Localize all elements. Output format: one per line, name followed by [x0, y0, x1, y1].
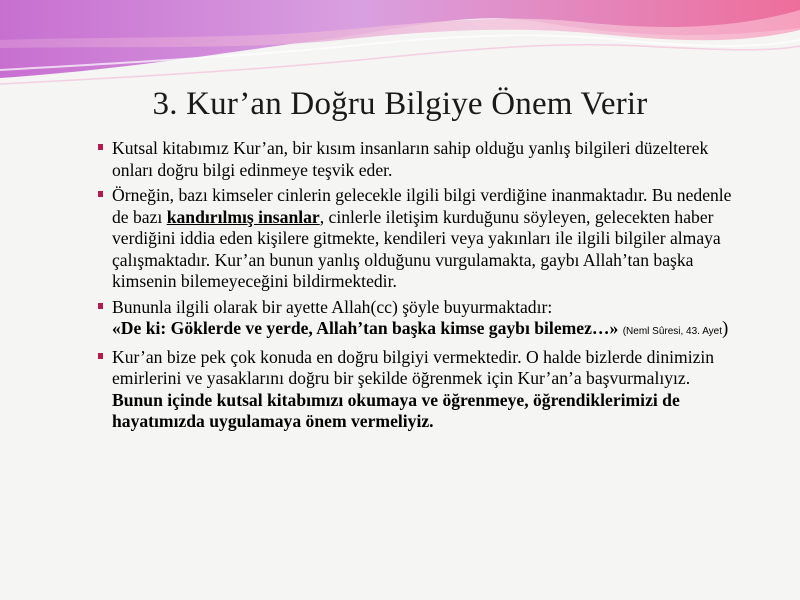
slide-title: 3. Kur’an Doğru Bilgiye Önem Verir	[152, 86, 648, 122]
bullet-item	[96, 297, 736, 343]
bullet-item	[96, 138, 736, 181]
paren-open: (	[622, 326, 627, 337]
bullet-text-start: Kur’an bize pek çok konuda en doğru bilgiyi vermektedir. O halde bizlerde dinimizin emirlerini ve yasaklarını doğru bir şekilde öğrenmek için Kur’an’a başvurmalıyız.	[112, 346, 715, 388]
bullet-text-start: Örneğin, bazı kimseler cinlerin gelecekle ilgili bilgi verdiğine inanmaktadır. Bu nedenle de bazı	[112, 185, 732, 227]
paren-close: )	[722, 318, 729, 339]
emphasis-text: kandırılmış insanlar	[166, 206, 320, 227]
bullet-text: Kutsal kitabımız Kur’an, bir kısım insanların sahip olduğu yanlış bilgileri düzelterek onları doğru bilgi edinmeye teşvik eder.	[112, 138, 709, 180]
bullet-item	[96, 185, 736, 293]
bullet-square-icon	[98, 303, 103, 309]
decorative-wave-banner	[0, 0, 800, 95]
bold-conclusion: Bunun içinde kutsal kitabımızı okumaya ve öğrenmeye, öğrendiklerimizi de hayatımızda uygulamaya önem vermeliyiz.	[112, 389, 680, 431]
bullet-square-icon	[98, 144, 103, 150]
bullet-item	[96, 347, 736, 433]
quote-text: «De ki: Göklerde ve yerde, Allah’tan başka kimse gaybı bilemez…»	[112, 318, 619, 338]
bullet-square-icon	[98, 353, 103, 359]
bullet-square-icon	[98, 191, 103, 197]
bullet-text-end: , cinlerle iletişim kurduğunu söyleyen, gelecekten haber verdiğini iddia eden kişilere gitmekte, kendileri veya yakınları ile ilgili bilgiler almaya çalışmaktadır. Kur’an bunun yanlış olduğunu vurgulamakta, gaybı Allah’tan başka kimsenin bilemeyeceğini bildirmektedir.	[112, 206, 721, 291]
bullet-intro: Bununla ilgili olarak bir ayette Allah(cc) şöyle buyurmaktadır:	[112, 296, 553, 317]
reference-text: Neml Sûresi, 43. Ayet	[626, 326, 723, 337]
slide-content	[96, 138, 736, 437]
